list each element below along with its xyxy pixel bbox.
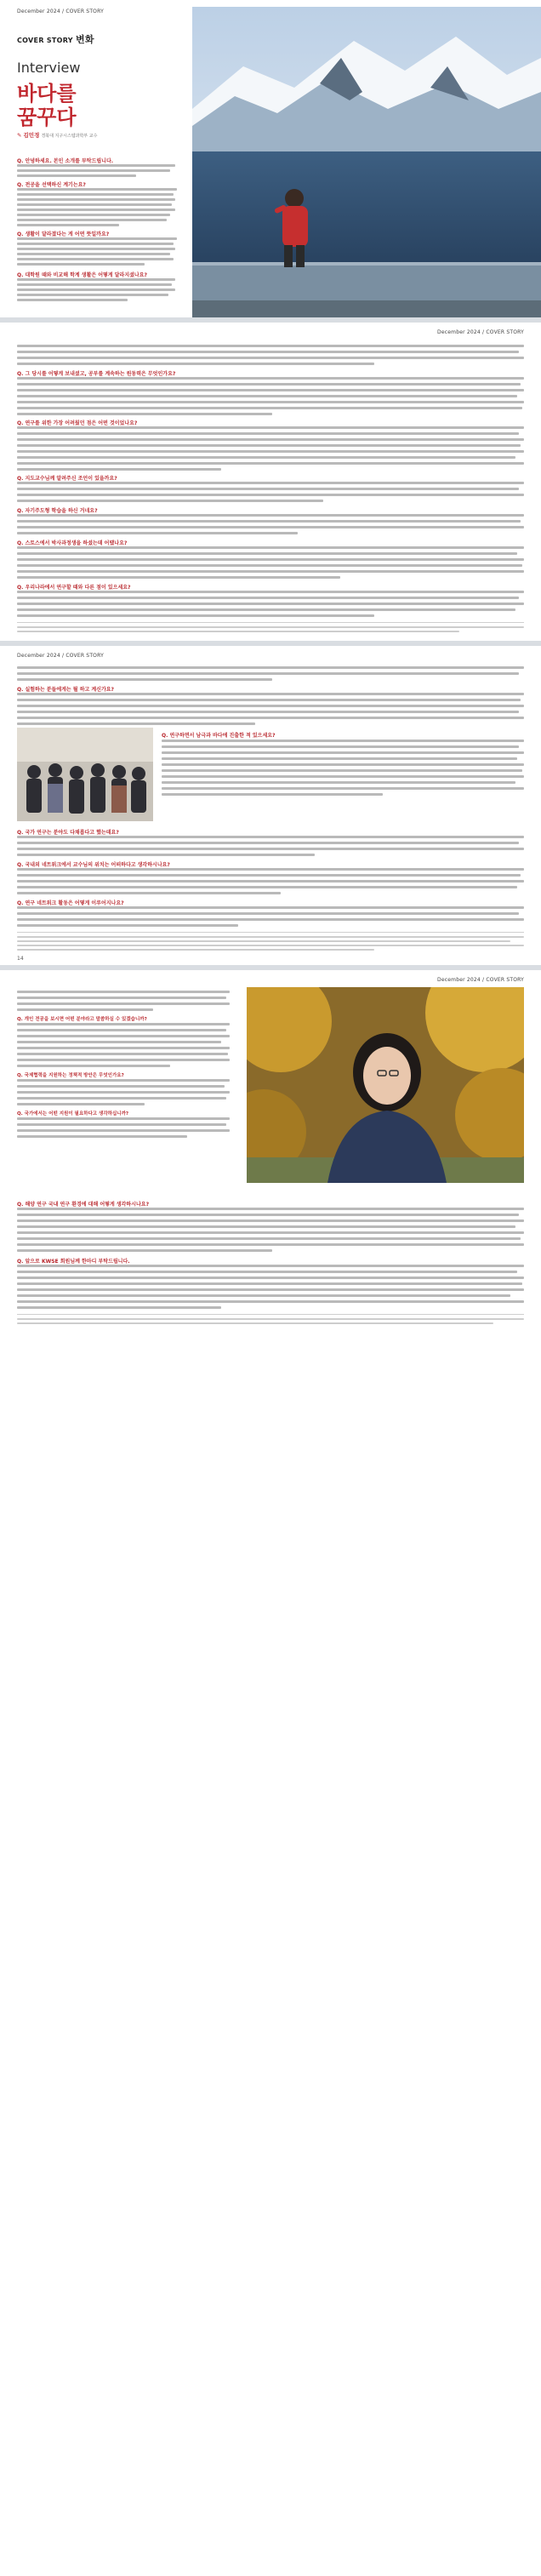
group-photo-illustration — [17, 728, 153, 821]
question-13: Q. 국가 연구는 분야도 다채롭다고 했는데요? — [17, 830, 119, 836]
page-3 — [0, 646, 541, 965]
hero-photo-illustration — [192, 7, 541, 317]
page-header: December 2024 / COVER STORY — [17, 9, 104, 14]
footnote-divider — [17, 622, 524, 623]
author-name: 김민경 — [23, 132, 40, 139]
question-19: Q. 해양 연구 국내 연구 환경에 대해 어떻게 생각하시나요? — [17, 1202, 150, 1208]
title-line-2: 꿈꾸다 — [17, 106, 77, 129]
question-1: Q. 안녕하세요. 본인 소개를 부탁드립니다. — [17, 158, 114, 164]
portrait-photo — [247, 987, 524, 1183]
question-2: Q. 전공을 선택하신 계기는요? — [17, 182, 86, 188]
author-line — [17, 131, 97, 139]
question-3: Q. 생활이 달라졌다는 게 어떤 뜻일까요? — [17, 231, 110, 237]
group-photo-lab — [17, 728, 153, 821]
question-9: Q. 스토스에서 박사과정생을 하셨는데 어땠나요? — [17, 540, 128, 546]
page-end — [0, 1336, 541, 2576]
question-12: Q. 연구하면서 남극과 바다에 진출한 적 있으세요? — [162, 733, 276, 739]
page-2 — [0, 323, 541, 641]
footnote-divider — [17, 1314, 524, 1315]
hero-photo-arctic — [192, 7, 541, 317]
question-6: Q. 연구를 위한 가장 어려웠던 점은 어떤 것이었나요? — [17, 420, 138, 426]
question-5: Q. 그 당시를 어떻게 보내셨고, 공부를 계속하는 원동력은 무엇인가요? — [17, 371, 176, 377]
question-17: Q. 국제협력을 지원하는 정책적 방안은 무엇인가요? — [17, 1073, 124, 1078]
question-20: Q. 앞으로 KWSE 회원님께 한마디 부탁드립니다. — [17, 1259, 130, 1265]
question-4: Q. 대학원 때와 비교해 학계 생활은 어떻게 달라지셨나요? — [17, 272, 147, 278]
footnote-divider — [17, 932, 524, 933]
author-affiliation: 경북대 지구시스템과학부 교수 — [41, 134, 98, 139]
page-1 — [0, 0, 541, 317]
author-icon: ✎ — [17, 132, 24, 139]
question-10: Q. 우리나라에서 연구할 때와 다른 점이 있으세요? — [17, 585, 131, 591]
question-11: Q. 실험하는 분들에게는 뭘 하고 계신가요? — [17, 687, 115, 693]
question-16: Q. 개인 전공을 보시면 어떤 분야라고 말씀하실 수 있겠습니까? — [17, 1017, 147, 1022]
page-header: December 2024 / COVER STORY — [17, 653, 104, 659]
cover-story-label-kr: 변화 — [76, 34, 94, 45]
page-header: December 2024 / COVER STORY — [437, 977, 524, 983]
page-4 — [0, 970, 541, 2576]
page-header: December 2024 / COVER STORY — [437, 329, 524, 335]
series-title: Interview — [17, 60, 81, 76]
question-7: Q. 지도교수님께 알려주신 조언이 있을까요? — [17, 476, 117, 482]
page-number: 14 — [17, 956, 24, 962]
question-14: Q. 국내외 네트워크에서 교수님의 위치는 어떠하다고 생각하시나요? — [17, 862, 170, 868]
portrait-photo-illustration — [247, 987, 524, 1183]
question-18: Q. 국가에서는 어떤 지원이 필요하다고 생각하십니까? — [17, 1111, 129, 1117]
question-8: Q. 자기주도형 학습을 하신 거네요? — [17, 508, 98, 514]
question-15: Q. 연구 네트워크 활동은 어떻게 이루어지나요? — [17, 900, 124, 906]
cover-story-label: COVER STORY 변화 — [17, 34, 94, 45]
title-line-1: 바다를 — [17, 82, 77, 106]
